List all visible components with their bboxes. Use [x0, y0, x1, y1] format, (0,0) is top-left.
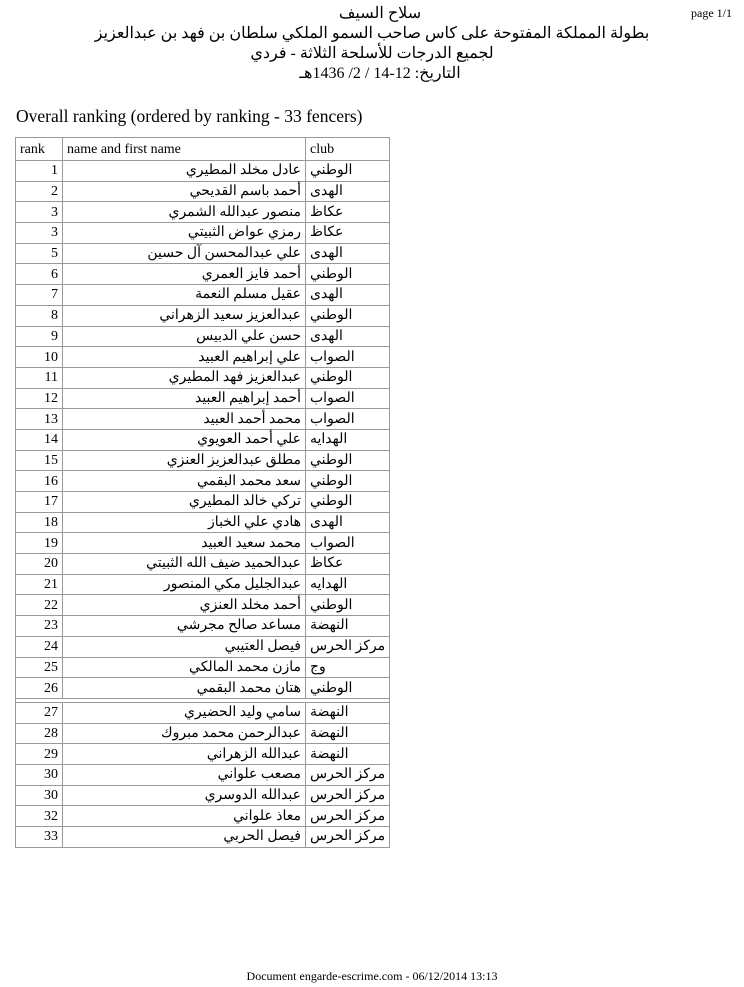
club-cell: الوطني: [306, 264, 390, 285]
name-cell: سامي وليد الحضيري: [63, 702, 306, 723]
table-row: [16, 223, 390, 244]
rank-cell: 19: [16, 533, 63, 554]
club-cell: مركز الحرس: [306, 806, 390, 827]
club-cell: الهدى: [306, 243, 390, 264]
rank-cell: 14: [16, 429, 63, 450]
club-cell: الوطني: [306, 471, 390, 492]
table-row: [16, 723, 390, 744]
table-row: [16, 806, 390, 827]
name-cell: فيصل الحربي: [63, 827, 306, 848]
club-cell: النهضة: [306, 616, 390, 637]
rank-cell: 29: [16, 744, 63, 765]
club-cell: النهضة: [306, 744, 390, 765]
ranking-rows-bottom: [16, 702, 390, 847]
table-row: [16, 450, 390, 471]
name-cell: حسن علي الدبيس: [63, 326, 306, 347]
rank-cell: 12: [16, 388, 63, 409]
name-cell: علي عبدالمحسن آل حسين: [63, 243, 306, 264]
table-row: [16, 243, 390, 264]
table-row: [16, 702, 390, 723]
rank-cell: 22: [16, 595, 63, 616]
club-cell: الهدى: [306, 512, 390, 533]
table-row: [16, 161, 390, 182]
ranking-table: [15, 137, 390, 848]
club-column-header: club: [306, 138, 390, 161]
table-row: [16, 533, 390, 554]
table-row: [16, 595, 390, 616]
rank-cell: 5: [16, 243, 63, 264]
rank-cell: 16: [16, 471, 63, 492]
table-row: [16, 512, 390, 533]
rank-cell: 33: [16, 827, 63, 848]
club-cell: عكاظ: [306, 223, 390, 244]
document-header: [0, 4, 744, 84]
table-row: [16, 409, 390, 430]
rank-cell: 9: [16, 326, 63, 347]
name-cell: معاذ علواني: [63, 806, 306, 827]
name-cell: منصور عبدالله الشمري: [63, 202, 306, 223]
name-cell: عبدالحميد ضيف الله الثبيتي: [63, 554, 306, 575]
championship-title: بطولة المملكة المفتوحة على كاس صاحب السمو الملكي سلطان بن فهد بن عبدالعزيز: [94, 25, 650, 42]
category-title: لجميع الدرجات للأسلحة الثلاثة - فردي: [250, 45, 494, 62]
name-cell: مازن محمد المالكي: [63, 657, 306, 678]
table-row: [16, 764, 390, 785]
club-cell: الوطني: [306, 367, 390, 388]
name-cell: عبدالرحمن محمد مبروك: [63, 723, 306, 744]
club-cell: مركز الحرس: [306, 785, 390, 806]
page-number: page 1/1: [691, 6, 732, 20]
club-cell: الوطني: [306, 678, 390, 699]
name-cell: أحمد باسم القديحي: [63, 181, 306, 202]
club-cell: وج: [306, 657, 390, 678]
name-cell: عبدالعزيز سعيد الزهراني: [63, 305, 306, 326]
table-row: [16, 554, 390, 575]
table-row: [16, 202, 390, 223]
club-cell: الوطني: [306, 161, 390, 182]
ranking-rows-top: [16, 161, 390, 699]
table-row: [16, 367, 390, 388]
name-cell: أحمد إبراهيم العبيد: [63, 388, 306, 409]
club-cell: الوطني: [306, 450, 390, 471]
club-cell: الصواب: [306, 533, 390, 554]
table-row: [16, 264, 390, 285]
rank-cell: 32: [16, 806, 63, 827]
club-cell: الهدى: [306, 326, 390, 347]
rank-cell: 11: [16, 367, 63, 388]
event-date: التاريخ: 12-14 / 2/ 1436هـ: [299, 65, 461, 82]
club-cell: الصواب: [306, 409, 390, 430]
name-cell: علي أحمد العويوي: [63, 429, 306, 450]
rank-cell: 24: [16, 636, 63, 657]
rank-cell: 1: [16, 161, 63, 182]
rank-cell: 20: [16, 554, 63, 575]
club-cell: الوطني: [306, 492, 390, 513]
rank-cell: 27: [16, 702, 63, 723]
club-cell: عكاظ: [306, 202, 390, 223]
club-cell: مركز الحرس: [306, 636, 390, 657]
rank-cell: 6: [16, 264, 63, 285]
rank-column-header: rank: [16, 138, 63, 161]
rank-cell: 8: [16, 305, 63, 326]
rank-cell: 23: [16, 616, 63, 637]
table-row: [16, 574, 390, 595]
club-cell: الهدى: [306, 181, 390, 202]
name-cell: هادي علي الخباز: [63, 512, 306, 533]
ranking-subtitle: Overall ranking (ordered by ranking - 33 fencers): [16, 106, 363, 126]
rank-cell: 30: [16, 785, 63, 806]
name-cell: أحمد فايز العمري: [63, 264, 306, 285]
club-cell: مركز الحرس: [306, 827, 390, 848]
rank-cell: 28: [16, 723, 63, 744]
name-cell: عقيل مسلم النعمة: [63, 285, 306, 306]
table-row: [16, 657, 390, 678]
name-cell: مصعب علواني: [63, 764, 306, 785]
club-cell: الهدايه: [306, 574, 390, 595]
club-cell: مركز الحرس: [306, 764, 390, 785]
table-row: [16, 285, 390, 306]
table-row: [16, 678, 390, 699]
rank-cell: 25: [16, 657, 63, 678]
name-cell: سعد محمد البقمي: [63, 471, 306, 492]
name-cell: رمزي عواض الثبيتي: [63, 223, 306, 244]
name-cell: محمد أحمد العبيد: [63, 409, 306, 430]
name-cell: علي إبراهيم العبيد: [63, 347, 306, 368]
club-cell: النهضة: [306, 702, 390, 723]
rank-cell: 17: [16, 492, 63, 513]
name-cell: مطلق عبدالعزيز العنزي: [63, 450, 306, 471]
rank-cell: 30: [16, 764, 63, 785]
club-cell: الهدايه: [306, 429, 390, 450]
rank-cell: 15: [16, 450, 63, 471]
name-cell: هتان محمد البقمي: [63, 678, 306, 699]
table-row: [16, 636, 390, 657]
table-row: [16, 388, 390, 409]
club-cell: الصواب: [306, 388, 390, 409]
rank-cell: 26: [16, 678, 63, 699]
club-cell: الهدى: [306, 285, 390, 306]
name-cell: عادل مخلد المطيري: [63, 161, 306, 182]
table-row: [16, 827, 390, 848]
document-footer: Document engarde-escrime.com - 06/12/2014 13:13: [246, 969, 498, 983]
table-row: [16, 429, 390, 450]
name-cell: عبدالله الزهراني: [63, 744, 306, 765]
rank-cell: 21: [16, 574, 63, 595]
rank-cell: 3: [16, 223, 63, 244]
club-cell: الوطني: [306, 595, 390, 616]
weapon-title: سلاح السيف: [338, 5, 422, 22]
rank-cell: 7: [16, 285, 63, 306]
club-cell: النهضة: [306, 723, 390, 744]
rank-cell: 13: [16, 409, 63, 430]
table-row: [16, 471, 390, 492]
table-row: [16, 347, 390, 368]
table-header-row: [16, 138, 390, 161]
name-cell: فيصل العتيبي: [63, 636, 306, 657]
table-row: [16, 616, 390, 637]
table-row: [16, 492, 390, 513]
rank-cell: 10: [16, 347, 63, 368]
rank-cell: 18: [16, 512, 63, 533]
table-row: [16, 326, 390, 347]
table-row: [16, 744, 390, 765]
name-cell: عبدالجليل مكي المنصور: [63, 574, 306, 595]
rank-cell: 3: [16, 202, 63, 223]
table-row: [16, 785, 390, 806]
name-cell: عبدالله الدوسري: [63, 785, 306, 806]
name-cell: محمد سعيد العبيد: [63, 533, 306, 554]
club-cell: الوطني: [306, 305, 390, 326]
name-cell: تركي خالد المطيري: [63, 492, 306, 513]
name-cell: أحمد مخلد العنزي: [63, 595, 306, 616]
table-row: [16, 305, 390, 326]
name-cell: مساعد صالح مجرشي: [63, 616, 306, 637]
name-cell: عبدالعزيز فهد المطيري: [63, 367, 306, 388]
name-column-header: name and first name: [63, 138, 306, 161]
club-cell: الصواب: [306, 347, 390, 368]
table-row: [16, 181, 390, 202]
club-cell: عكاظ: [306, 554, 390, 575]
rank-cell: 2: [16, 181, 63, 202]
